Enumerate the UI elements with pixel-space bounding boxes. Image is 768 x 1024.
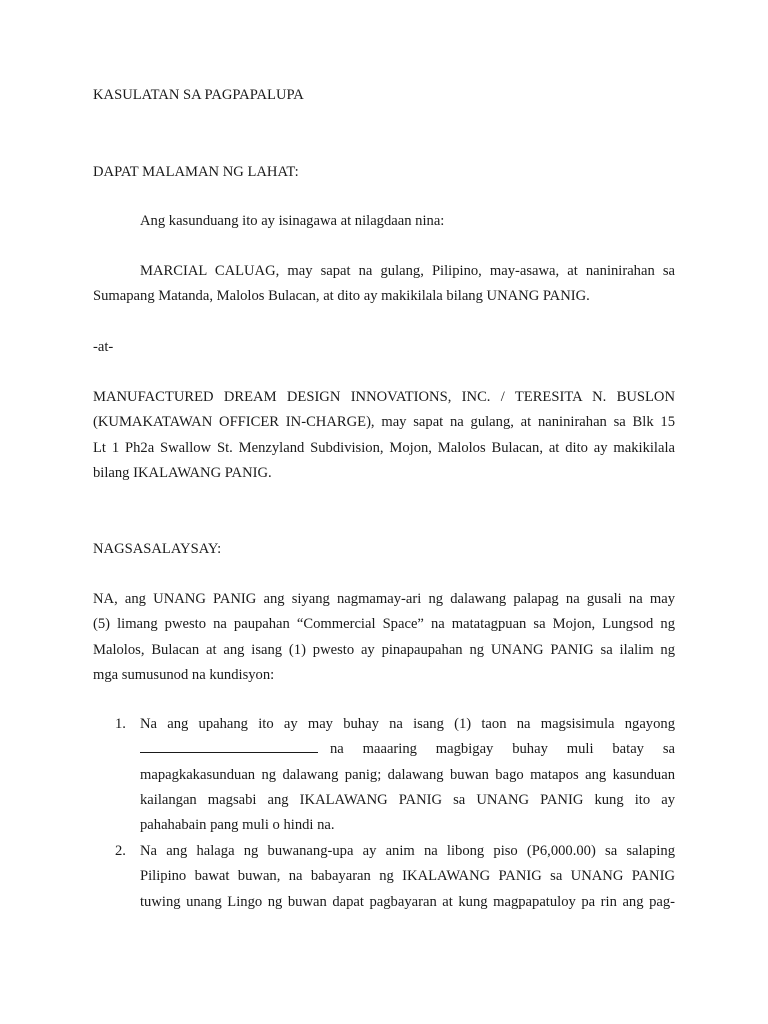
list-number: 2. xyxy=(115,843,126,859)
paragraph-line: tuwing unang Lingo ng buwan dapat pagbayaran at kung magpapatuloy pa rin ang pag- xyxy=(140,893,675,910)
intro-paragraph: Ang kasunduang ito ay isinagawa at nilagdaan nina: xyxy=(140,213,445,229)
party-two-paragraph xyxy=(93,385,675,486)
paragraph-line: Sumapang Matanda, Malolos Bulacan, at dito ay makikilala bilang UNANG PANIG. xyxy=(93,288,590,305)
paragraph-line: NA, ang UNANG PANIG ang siyang nagmamay-ari ng dalawang palapag na gusali na may xyxy=(93,591,675,607)
opening-statement: DAPAT MALAMAN NG LAHAT: xyxy=(93,164,299,180)
section-heading-block xyxy=(93,537,675,562)
narrative-paragraph xyxy=(93,587,675,688)
paragraph-line: MANUFACTURED DREAM DESIGN INNOVATIONS, INC. / TERESITA N. BUSLON xyxy=(93,389,675,405)
paragraph-line: bilang IKALAWANG PANIG. xyxy=(93,464,272,481)
paragraph-line: kailangan magsabi ang IKALAWANG PANIG sa UNANG PANIG kung ito ay xyxy=(140,791,675,808)
paragraph-line: MARCIAL CALUAG, may sapat na gulang, Pilipino, may-asawa, at naninirahan sa xyxy=(140,263,675,279)
party-separator: -at- xyxy=(93,339,114,355)
paragraph-line: mapagkakasunduan ng dalawang panig; dalawang buwan bago matapos ang kasunduan xyxy=(140,766,675,783)
list-item-body xyxy=(140,839,675,915)
document-title-block xyxy=(93,83,675,108)
paragraph-line: (5) limang pwesto na paupahan “Commercial Space” na matatagpuan sa Mojon, Lungsod ng xyxy=(93,616,675,633)
fill-in-blank xyxy=(140,737,318,753)
paragraph-line: Pilipino bawat buwan, na babayaran ng IKALAWANG PANIG sa UNANG PANIG xyxy=(140,868,675,885)
opening-block xyxy=(93,160,675,185)
blank-line-text: na maaaring magbigay buhay muli batay sa xyxy=(330,741,675,758)
intro-block xyxy=(93,209,675,234)
paragraph-line: Lt 1 Ph2a Swallow St. Menzyland Subdivision, Mojon, Malolos Bulacan, at dito ay makikilala xyxy=(93,439,675,456)
paragraph-line: (KUMAKATAWAN OFFICER IN-CHARGE), may sapat na gulang, at naninirahan sa Blk 15 xyxy=(93,414,675,431)
paragraph-line: mga sumusunod na kundisyon: xyxy=(93,666,275,683)
paragraph-line: pahahabain pang muli o hindi na. xyxy=(140,817,335,834)
paragraph-line: Na ang halaga ng buwanang-upa ay anim na libong piso (P6,000.00) sa salaping xyxy=(140,843,675,859)
list-item-body xyxy=(140,712,675,838)
separator-block xyxy=(93,335,675,360)
section-heading: NAGSASALAYSAY: xyxy=(93,541,222,557)
document-title: KASULATAN SA PAGPAPALUPA xyxy=(93,87,304,103)
paragraph-line: Na ang upahang ito ay may buhay na isang (1) taon na magsisimula ngayong xyxy=(140,716,675,732)
list-number: 1. xyxy=(115,716,126,732)
party-one-paragraph xyxy=(93,259,675,310)
blank-line xyxy=(140,737,675,762)
paragraph-line: Malolos, Bulacan at ang isang (1) pwesto ay pinapaupahan ng UNANG PANIG sa ilalim ng xyxy=(93,641,675,658)
